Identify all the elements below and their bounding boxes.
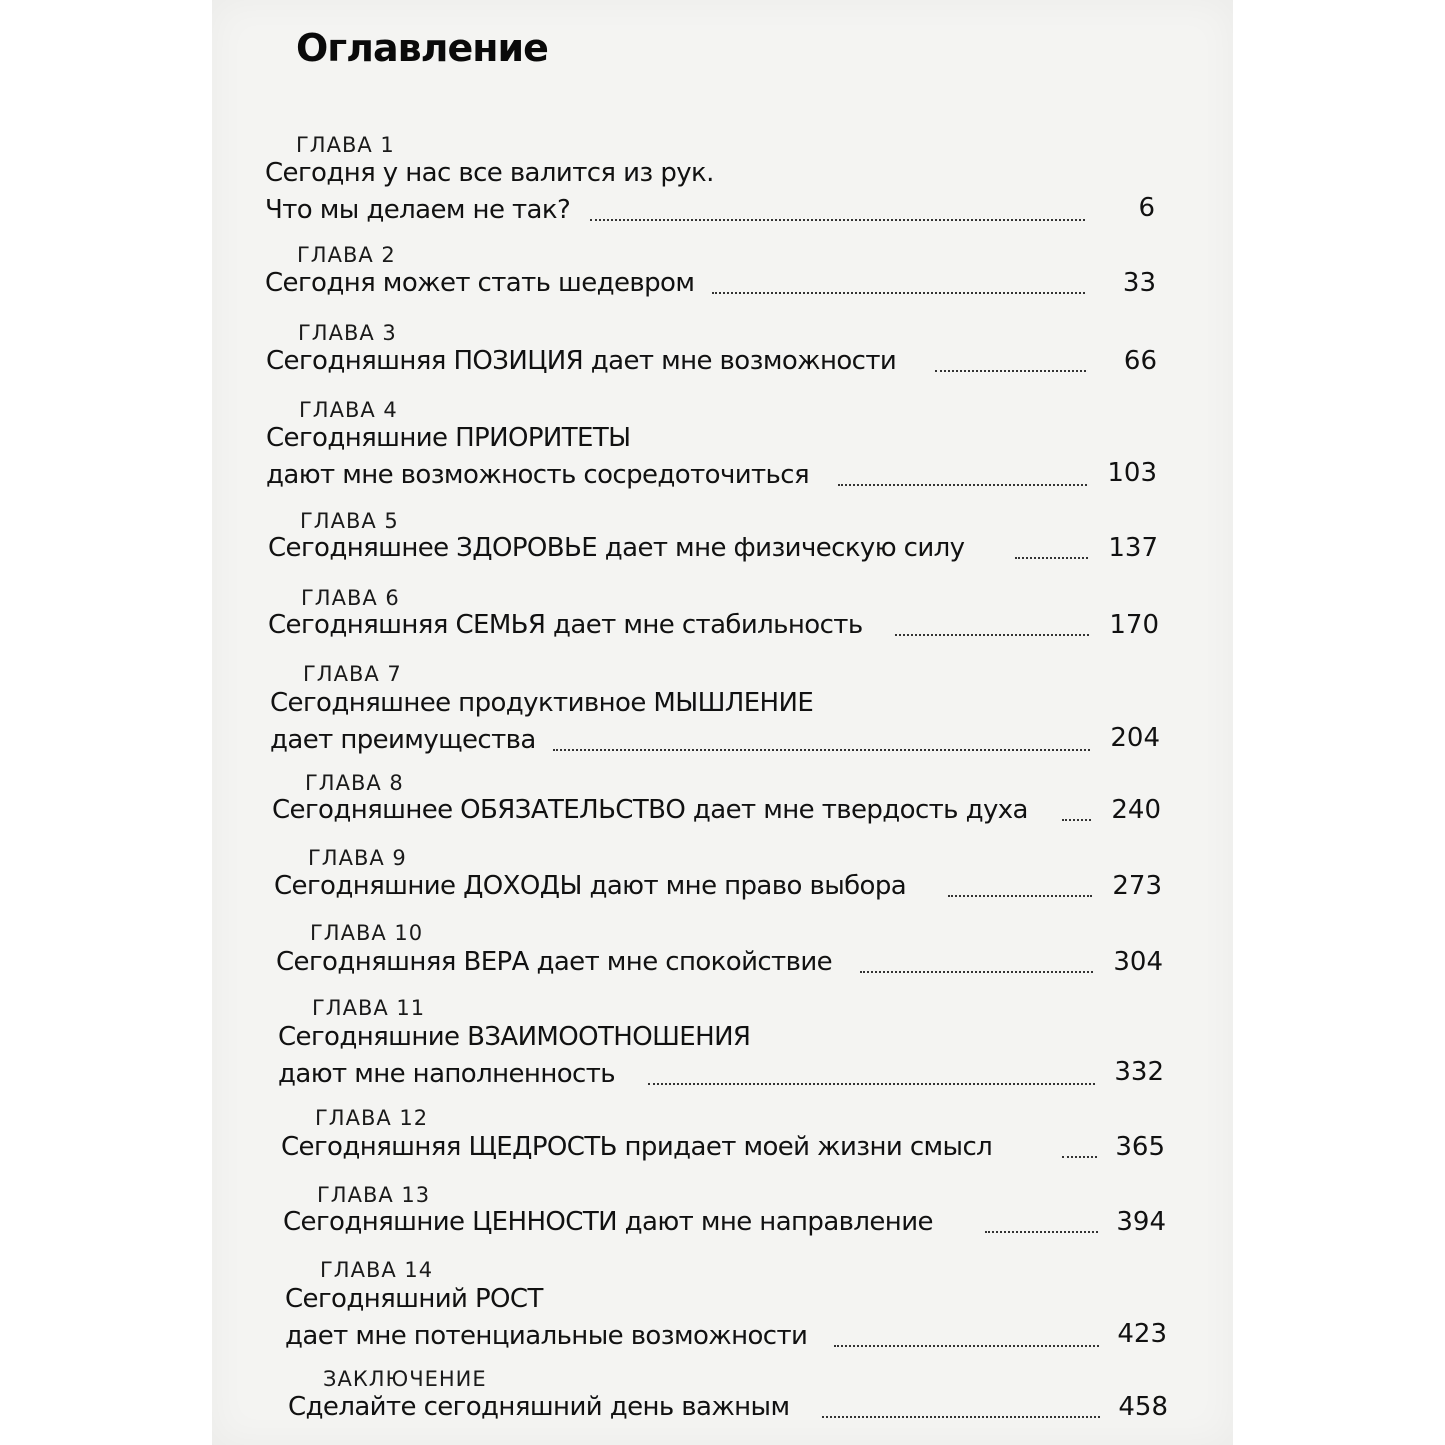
- chapter-title-line: Сегодняшнее продуктивное МЫШЛЕНИЕ: [270, 688, 814, 718]
- page-number: 66: [1123, 346, 1157, 376]
- dot-leader: [712, 292, 1085, 294]
- page-number: 304: [1113, 947, 1163, 977]
- dot-leader: [985, 1231, 1098, 1233]
- dot-leader: [935, 370, 1086, 372]
- chapter-title-line: Сделайте сегодняшний день важным: [288, 1392, 790, 1422]
- dot-leader: [822, 1416, 1100, 1418]
- chapter-label: ГЛАВА 3: [298, 321, 397, 345]
- chapter-title-line: Сегодняшняя ВЕРА дает мне спокойствие: [276, 947, 833, 977]
- chapter-title-line: Сегодняшнее ЗДОРОВЬЕ дает мне физическую силу: [268, 533, 965, 563]
- chapter-label: ГЛАВА 6: [301, 586, 400, 610]
- chapter-label: ГЛАВА 9: [308, 846, 407, 870]
- chapter-title-line: Сегодняшние ПРИОРИТЕТЫ: [266, 423, 631, 453]
- chapter-title-line: Сегодняшние ВЗАИМООТНОШЕНИЯ: [278, 1022, 751, 1052]
- chapter-label: ГЛАВА 5: [300, 509, 399, 533]
- chapter-title-line: дает мне потенциальные возможности: [285, 1321, 808, 1351]
- page-number: 170: [1109, 610, 1159, 640]
- dot-leader: [948, 895, 1092, 897]
- chapter-title-line: Сегодня может стать шедевром: [265, 268, 695, 298]
- chapter-title-line: Сегодняшняя ЩЕДРОСТЬ придает моей жизни смысл: [281, 1132, 993, 1162]
- dot-leader: [553, 749, 1090, 751]
- dot-leader: [895, 634, 1089, 636]
- chapter-title-line: Что мы делаем не так?: [265, 195, 571, 225]
- chapter-label: ГЛАВА 13: [317, 1183, 431, 1207]
- chapter-title-line: дают мне возможность сосредоточиться: [266, 460, 810, 490]
- chapter-label: ГЛАВА 1: [296, 133, 395, 157]
- page-number: 273: [1112, 871, 1162, 901]
- chapter-label: ГЛАВА 2: [297, 243, 396, 267]
- page-number: 394: [1116, 1207, 1166, 1237]
- dot-leader: [590, 219, 1085, 221]
- chapter-label: ГЛАВА 4: [299, 398, 398, 422]
- page-number: 332: [1114, 1057, 1164, 1087]
- dot-leader: [834, 1345, 1099, 1347]
- page-number: 33: [1122, 268, 1156, 298]
- chapter-label: ЗАКЛЮЧЕНИЕ: [323, 1367, 487, 1391]
- chapter-title-line: Сегодняшний РОСТ: [285, 1284, 543, 1314]
- chapter-title-line: Сегодняшняя ПОЗИЦИЯ дает мне возможности: [266, 346, 897, 376]
- page-number: 137: [1108, 533, 1158, 563]
- chapter-title-line: дает преимущества: [270, 725, 536, 755]
- chapter-title-line: дают мне наполненность: [278, 1059, 616, 1089]
- page-number: 423: [1117, 1319, 1167, 1349]
- page-number: 365: [1115, 1132, 1165, 1162]
- dot-leader: [648, 1083, 1095, 1085]
- page-number: 240: [1111, 795, 1161, 825]
- chapter-label: ГЛАВА 10: [310, 921, 424, 945]
- chapter-title-line: Сегодняшняя СЕМЬЯ дает мне стабильность: [268, 610, 863, 640]
- chapter-title-line: Сегодня у нас все валится из рук.: [265, 158, 714, 188]
- page-title: Оглавление: [296, 26, 548, 70]
- chapter-title-line: Сегодняшние ДОХОДЫ дают мне право выбора: [274, 871, 907, 901]
- chapter-title-line: Сегодняшние ЦЕННОСТИ дают мне направление: [283, 1207, 933, 1237]
- page-number: 458: [1118, 1392, 1168, 1422]
- page-number: 6: [1138, 193, 1155, 223]
- chapter-label: ГЛАВА 14: [320, 1258, 434, 1282]
- page-number: 103: [1107, 458, 1157, 488]
- chapter-label: ГЛАВА 12: [315, 1106, 429, 1130]
- chapter-label: ГЛАВА 8: [305, 771, 404, 795]
- dot-leader: [860, 971, 1093, 973]
- page-number: 204: [1110, 723, 1160, 753]
- dot-leader: [838, 484, 1087, 486]
- chapter-label: ГЛАВА 11: [312, 996, 426, 1020]
- chapter-label: ГЛАВА 7: [303, 662, 402, 686]
- chapter-title-line: Сегодняшнее ОБЯЗАТЕЛЬСТВО дает мне твердость духа: [272, 795, 1028, 825]
